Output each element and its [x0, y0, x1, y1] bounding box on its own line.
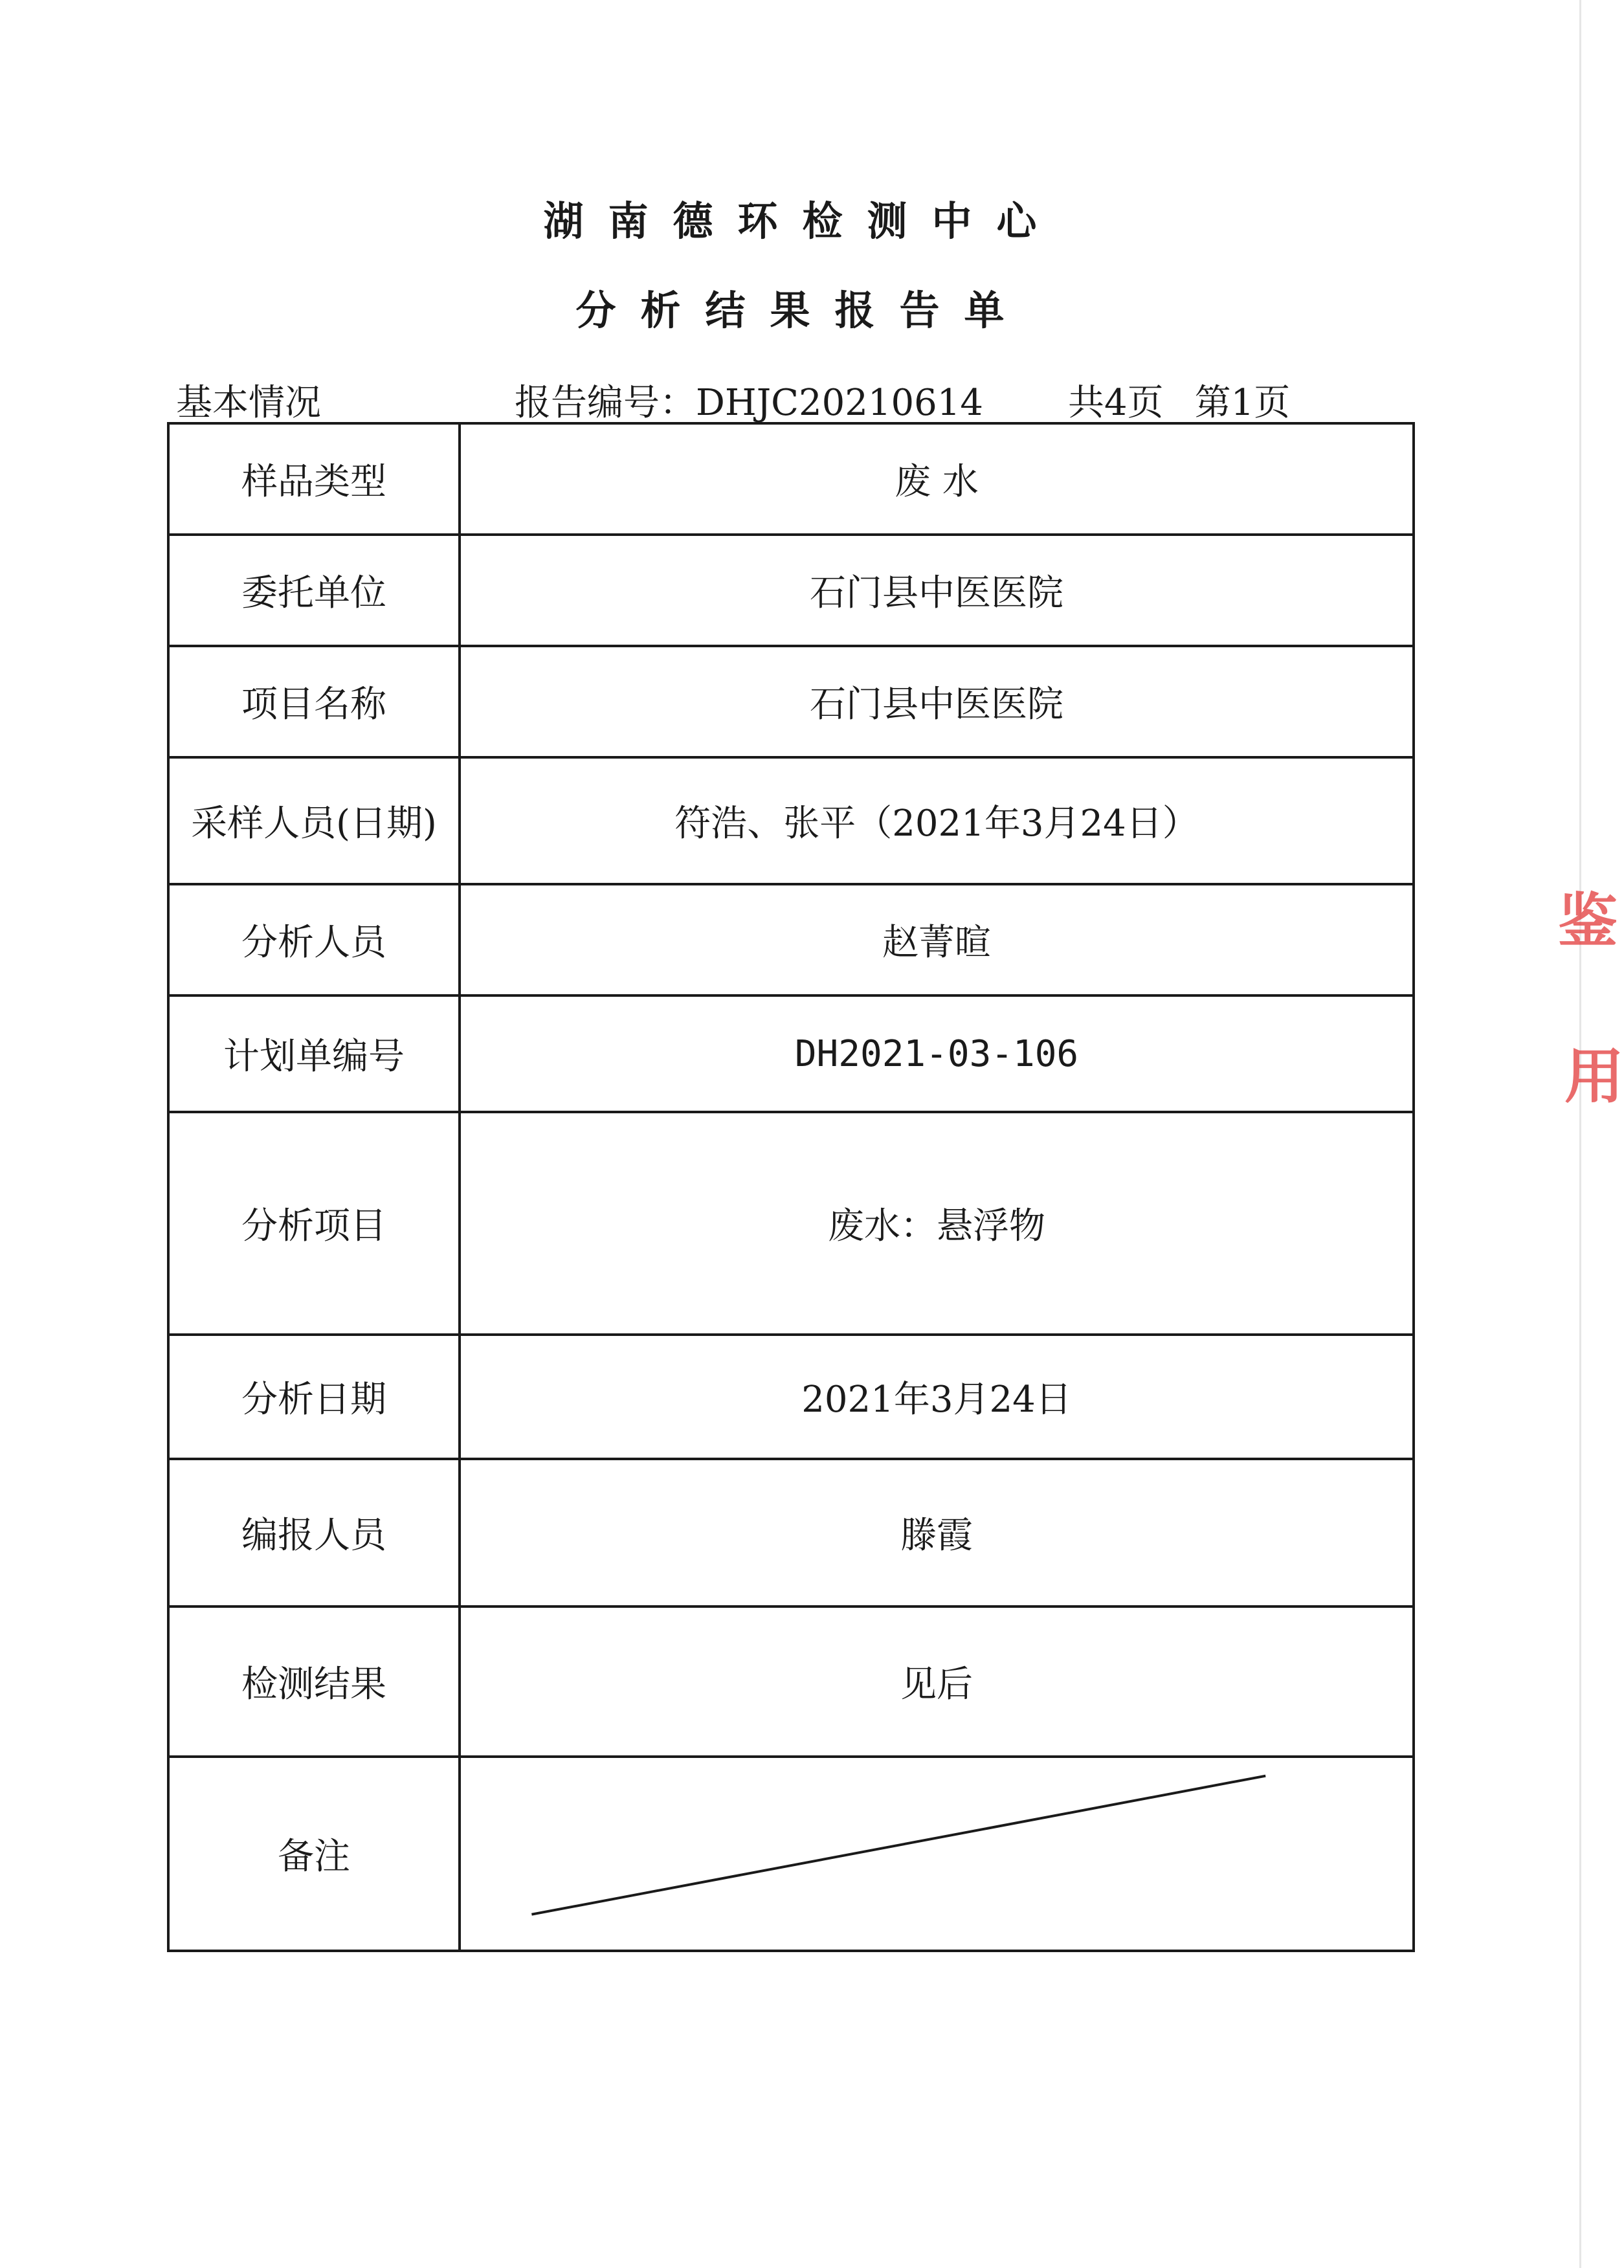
org-title: 湖南德环检测中心	[543, 197, 1062, 245]
row-value-plan-number: DH2021-03-106	[460, 995, 1414, 1112]
table-row	[168, 646, 1414, 757]
table-row	[168, 1459, 1414, 1606]
row-value-project-name: 石门县中医医院	[460, 646, 1414, 757]
row-value-analysis-date: 2021年3月24日	[460, 1335, 1414, 1459]
basic-info-table	[167, 422, 1415, 1952]
table-row	[168, 884, 1414, 995]
row-value-sampler: 符浩、张平（2021年3月24日）	[460, 757, 1414, 884]
table-row	[168, 423, 1414, 535]
row-value-result: 见后	[460, 1606, 1414, 1757]
row-label-sampler: 采样人员(日期)	[168, 757, 460, 884]
table-row	[168, 1335, 1414, 1459]
table-row	[168, 1112, 1414, 1335]
seal-fragment-bottom: 用	[1564, 1042, 1624, 1111]
row-value-client: 石门县中医医院	[460, 535, 1414, 646]
row-label-plan-number: 计划单编号	[168, 995, 460, 1112]
report-title: 分析结果报告单	[575, 287, 1029, 334]
table-row	[168, 1757, 1414, 1951]
table-row	[168, 995, 1414, 1112]
row-value-sample-type: 废 水	[460, 423, 1414, 535]
report-number-value: DHJC20210614	[696, 382, 984, 424]
report-number	[515, 374, 983, 426]
page-number: 第1页	[1194, 382, 1291, 424]
row-value-compiler: 滕霞	[460, 1459, 1414, 1606]
row-label-analyst: 分析人员	[168, 884, 460, 995]
row-label-project-name: 项目名称	[168, 646, 460, 757]
table-row	[168, 757, 1414, 884]
page-indicator	[1068, 374, 1290, 426]
table-row	[168, 1606, 1414, 1757]
row-label-sample-type: 样品类型	[168, 423, 460, 535]
row-label-client: 委托单位	[168, 535, 460, 646]
seal-fragment-top: 鉴	[1557, 887, 1618, 956]
remarks-strike-line	[461, 1758, 1412, 1950]
section-label: 基本情况	[176, 382, 321, 424]
row-label-result: 检测结果	[168, 1606, 460, 1757]
row-value-analyst: 赵菁暄	[460, 884, 1414, 995]
total-pages: 共4页	[1068, 382, 1164, 424]
row-value-analysis-item: 废水：悬浮物	[460, 1112, 1414, 1335]
row-label-compiler: 编报人员	[168, 1459, 460, 1606]
report-number-label: 报告编号：	[515, 382, 696, 424]
row-label-analysis-item: 分析项目	[168, 1112, 460, 1335]
row-label-analysis-date: 分析日期	[168, 1335, 460, 1459]
row-value-remarks	[460, 1757, 1414, 1951]
row-label-remarks: 备注	[168, 1757, 460, 1951]
table-row	[168, 535, 1414, 646]
seal-stamp-fragment	[1557, 874, 1624, 1210]
